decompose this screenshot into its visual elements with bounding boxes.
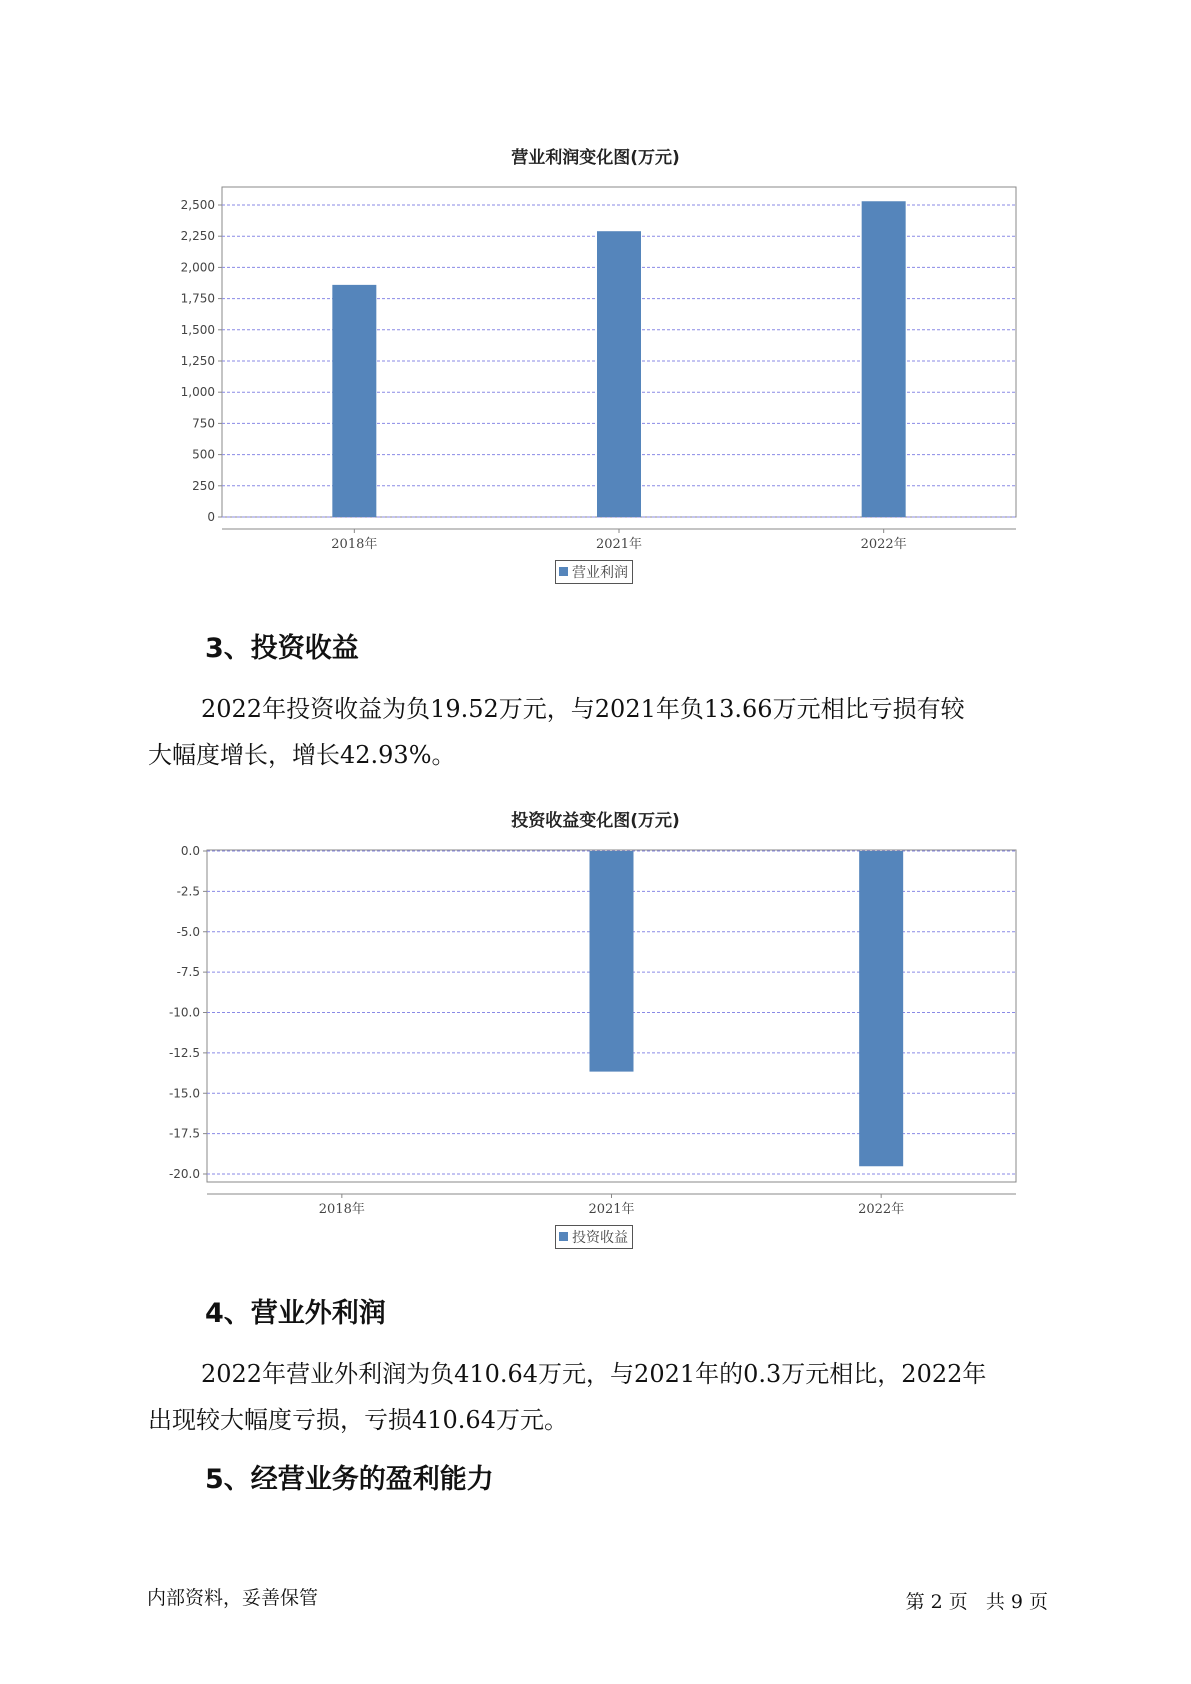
- chart2-ytick-label: -12.5: [168, 1045, 200, 1060]
- footer-page-current: 2: [930, 1591, 943, 1613]
- chart1-xtick-label: 2018年: [331, 537, 378, 552]
- chart2-svg: [0, 836, 1191, 1217]
- chart2-ytick-label: 0.0: [180, 844, 200, 858]
- legend-swatch: [559, 1232, 568, 1241]
- chart2-ytick-label: -2.5: [176, 884, 200, 899]
- chart2-title: 投资收益变化图(万元): [511, 811, 680, 831]
- chart2-ytick-label: -10.0: [168, 1005, 200, 1020]
- chart2-ytick-label: -17.5: [168, 1126, 200, 1141]
- chart1-ytick-label: 1,750: [180, 291, 215, 306]
- section-3-line-2: 大幅度增长，增长42.93%。: [148, 741, 456, 769]
- chart1-ytick-label: 1,500: [180, 322, 215, 337]
- footer-page-prefix: 第: [905, 1591, 925, 1613]
- footer-confidential-note: 内部资料，妥善保管: [147, 1587, 319, 1609]
- chart1-bar-2018年: [332, 285, 376, 517]
- chart1-xtick-label: 2021年: [595, 537, 643, 552]
- chart2-legend-label: 投资收益: [572, 1230, 628, 1246]
- chart1-xtick-label: 2022年: [860, 537, 907, 552]
- chart1-ytick-label: 500: [192, 447, 215, 462]
- chart2-legend: [555, 1225, 633, 1249]
- chart1-ytick-label: 750: [192, 416, 215, 431]
- section-4-paragraph: [148, 1351, 1068, 1443]
- footer-page-total: 9: [1010, 1591, 1023, 1613]
- chart2-xtick-label: 2022年: [858, 1202, 905, 1217]
- section-4-heading: 4、营业外利润: [205, 1298, 386, 1329]
- chart1-legend: [555, 560, 633, 584]
- chart1-bar-2022年: [862, 201, 906, 517]
- chart2-ytick-label: -7.5: [176, 965, 200, 980]
- chart1-svg: [0, 180, 1191, 552]
- chart1-ytick-label: 0: [207, 510, 215, 524]
- chart1-ytick-label: 250: [192, 478, 215, 493]
- footer-page-suffix: 页: [1028, 1591, 1048, 1613]
- chart2-ytick-label: -15.0: [168, 1086, 200, 1101]
- section-4-line-1: 2022年营业外利润为负410.64万元，与2021年的0.3万元相比，2022年: [201, 1360, 987, 1388]
- section-3-paragraph: [148, 686, 1068, 778]
- section-3-heading: 3、投资收益: [205, 633, 359, 664]
- chart2-ytick-label: -20.0: [168, 1167, 200, 1181]
- chart1-bar-2021年: [597, 231, 641, 517]
- chart2-ytick-label: -5.0: [176, 924, 200, 939]
- chart1-ytick-label: 2,000: [180, 260, 215, 275]
- chart1-ytick-label: 2,500: [180, 198, 215, 212]
- section-4-line-2: 出现较大幅度亏损，亏损410.64万元。: [148, 1406, 568, 1434]
- chart1-ytick-label: 1,250: [180, 354, 215, 368]
- chart2-xtick-label: 2021年: [588, 1202, 635, 1217]
- chart2-bar-2021年: [590, 851, 634, 1072]
- footer-total-prefix: 共: [985, 1591, 1005, 1613]
- chart2-bar-2022年: [859, 851, 903, 1166]
- legend-swatch: [559, 567, 568, 576]
- section-3-line-1: 2022年投资收益为负19.52万元，与2021年负13.66万元相比亏损有较: [201, 695, 965, 723]
- chart1-ytick-label: 1,000: [180, 385, 215, 400]
- footer-page-mid: 页: [948, 1591, 968, 1613]
- section-5-heading: 5、经营业务的盈利能力: [205, 1464, 494, 1495]
- chart1-title: 营业利润变化图(万元): [511, 148, 680, 168]
- chart2-xtick-label: 2018年: [318, 1202, 365, 1217]
- chart1-legend-label: 营业利润: [572, 565, 628, 581]
- chart1-ytick-label: 2,250: [180, 229, 215, 244]
- footer-page-number: [903, 1587, 1051, 1614]
